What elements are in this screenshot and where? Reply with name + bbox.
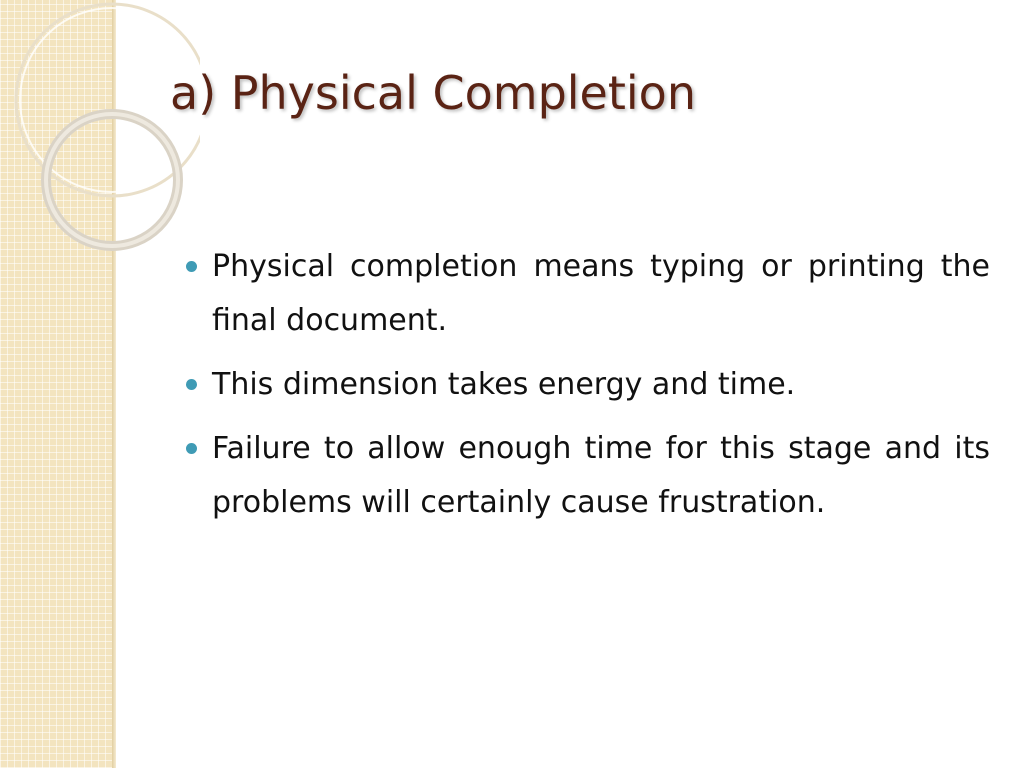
bullet-item: [186, 358, 990, 412]
bullet-list: [186, 240, 990, 540]
decorative-circles-icon: [0, 0, 200, 260]
bullet-text: Physical completion means typing or printing the final document.: [212, 249, 990, 338]
bullet-item: [186, 422, 990, 530]
bullet-text: This dimension takes energy and time.: [212, 367, 796, 402]
slide-title: a) Physical Completion: [170, 66, 696, 120]
bullet-dot-icon: [186, 379, 197, 390]
bullet-item: [186, 240, 990, 348]
bullet-dot-icon: [186, 261, 197, 272]
bullet-text: Failure to allow enough time for this stage and its problems will certainly cause frustration.: [212, 431, 990, 520]
bullet-dot-icon: [186, 443, 197, 454]
